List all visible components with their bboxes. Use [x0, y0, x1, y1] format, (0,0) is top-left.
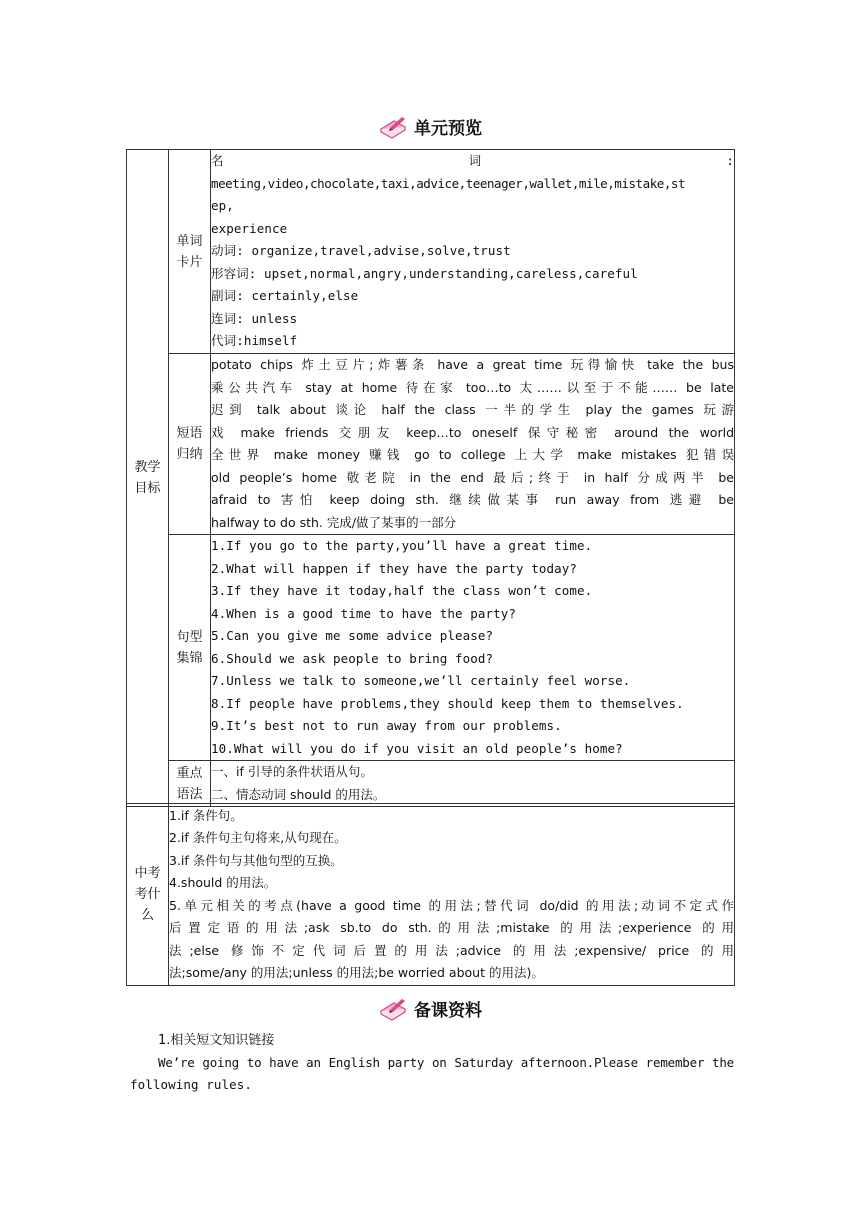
exam-label: 中考考什么 [134, 866, 161, 923]
pencil-book-icon [378, 997, 408, 1021]
sentence-line: 10.What will you do if you visit an old people’s home? [211, 740, 623, 756]
exam-label-cell [127, 804, 169, 986]
noun-list-line: experience [211, 220, 288, 236]
phrase-line: afraid to 害怕 keep doing sth. 继续做某事 run away from 逃避 be [211, 492, 734, 507]
phrase-line: halfway to do sth. 完成/做了某事的一部分 [211, 514, 457, 530]
noun-list-line: meeting,video,chocolate,taxi,advice,teenager,wallet,mile,mistake,st [211, 175, 686, 191]
exam-row [127, 804, 735, 986]
sentence-line: 6.Should we ask people to bring food? [211, 650, 494, 666]
pencil-book-icon [378, 115, 408, 139]
vocab-label-cell [169, 150, 211, 354]
phrase-line: old people’s home 敬老院 in the end 最后;终于 in half 分成两半 be [211, 469, 734, 485]
vocab-content [211, 150, 735, 354]
sentence-line: 4.When is a good time to have the party? [211, 605, 517, 621]
grammar-line: 一、if 引导的条件状语从句。 [211, 764, 373, 779]
phrase-line: 迟到 talk about 谈论 half the class 一半的学生 play the games 玩游 [211, 402, 734, 417]
body-heading: 1.相关短文知识链接 [158, 1033, 275, 1048]
goals-label-cell [127, 150, 169, 807]
exam-line: 法;some/any 的用法;unless 的用法;be worried about 的用法)。 [169, 965, 544, 980]
body-section [130, 1030, 734, 1096]
phrase-line: 戏 make friends 交朋友 keep…to oneself 保守秘密 around the world [211, 424, 734, 440]
exam-content [169, 804, 735, 986]
phrase-line: 全世界 make money 赚钱 go to college 上大学 make mistakes 犯错误 [211, 447, 734, 462]
phrase-line: potato chips 炸土豆片;炸薯条 have a great time 玩得愉快 take the bus [211, 357, 734, 372]
exam-line: 后置定语的用法;ask sb.to do sth.的用法;mistake 的用法;experience 的用 [169, 920, 734, 935]
exam-line: 法;else 修饰不定代词后置的用法;advice 的用法;expensive/ price 的用 [169, 942, 734, 958]
body-paragraph-line: following rules. [130, 1077, 253, 1092]
body-paragraph-line: We’re going to have an English party on Saturday afternoon.Please remember the [158, 1055, 734, 1070]
exam-line: 4.should 的用法。 [169, 875, 277, 890]
vocab-row [127, 150, 735, 354]
sentence-line: 3.If they have it today,half the class won’t come. [211, 583, 593, 598]
conjunction-list: 连词: unless [211, 310, 298, 326]
sentence-line: 7.Unless we talk to someone,we’ll certainly feel worse. [211, 673, 631, 688]
section-title-unit-preview [0, 114, 860, 139]
vocab-label: 单词卡片 [176, 233, 203, 270]
exam-line: 1.if 条件句。 [169, 807, 243, 823]
sentence-line: 1.If you go to the party,you’ll have a great time. [211, 538, 593, 553]
sentences-label-cell [169, 535, 211, 761]
sentence-line: 8.If people have problems,they should keep them to themselves. [211, 695, 684, 711]
pronoun-list: 代词:himself [211, 333, 298, 349]
grammar-label: 重点语法 [176, 765, 203, 802]
section-title-text: 单元预览 [414, 119, 482, 139]
verb-list: 动词: organize,travel,advise,solve,trust [211, 243, 511, 259]
phrases-label: 短语归纳 [176, 426, 203, 462]
grammar-line: 二、情态动词 should 的用法。 [211, 786, 386, 802]
exam-line: 5.单元相关的考点(have a good time 的用法;替代词 do/did 的用法;动词不定式作 [169, 897, 734, 913]
unit-preview-table [126, 149, 735, 807]
section-title-text: 备课资料 [414, 1001, 482, 1021]
adjective-list: 形容词: upset,normal,angry,understanding,careless,careful [211, 265, 638, 281]
goals-label: 教学目标 [134, 460, 161, 496]
sentences-row [127, 535, 735, 761]
exam-line: 2.if 条件句主句将来,从句现在。 [169, 830, 347, 845]
section-title-lesson-materials [0, 996, 860, 1021]
sentence-line: 5.Can you give me some advice please? [211, 628, 494, 643]
adverb-list: 副词: certainly,else [211, 288, 359, 304]
phrases-label-cell [169, 354, 211, 535]
sentence-line: 2.What will happen if they have the party today? [211, 560, 578, 576]
exam-table [126, 803, 735, 986]
phrases-content [211, 354, 735, 535]
phrase-line: 乘公共汽车 stay at home 待在家 too…to 太……以至于不能…… be late [211, 379, 734, 395]
grammar-label-cell [169, 761, 211, 807]
noun-heading: 名 词 : [211, 153, 734, 169]
phrases-row [127, 354, 735, 535]
sentence-line: 9.It’s best not to run away from our problems. [211, 718, 562, 733]
grammar-content [211, 761, 735, 807]
noun-list-line: ep, [211, 198, 234, 214]
grammar-row [127, 761, 735, 807]
sentences-content [211, 535, 735, 761]
exam-line: 3.if 条件句与其他句型的互换。 [169, 852, 343, 868]
sentences-label: 句型集锦 [176, 629, 203, 666]
